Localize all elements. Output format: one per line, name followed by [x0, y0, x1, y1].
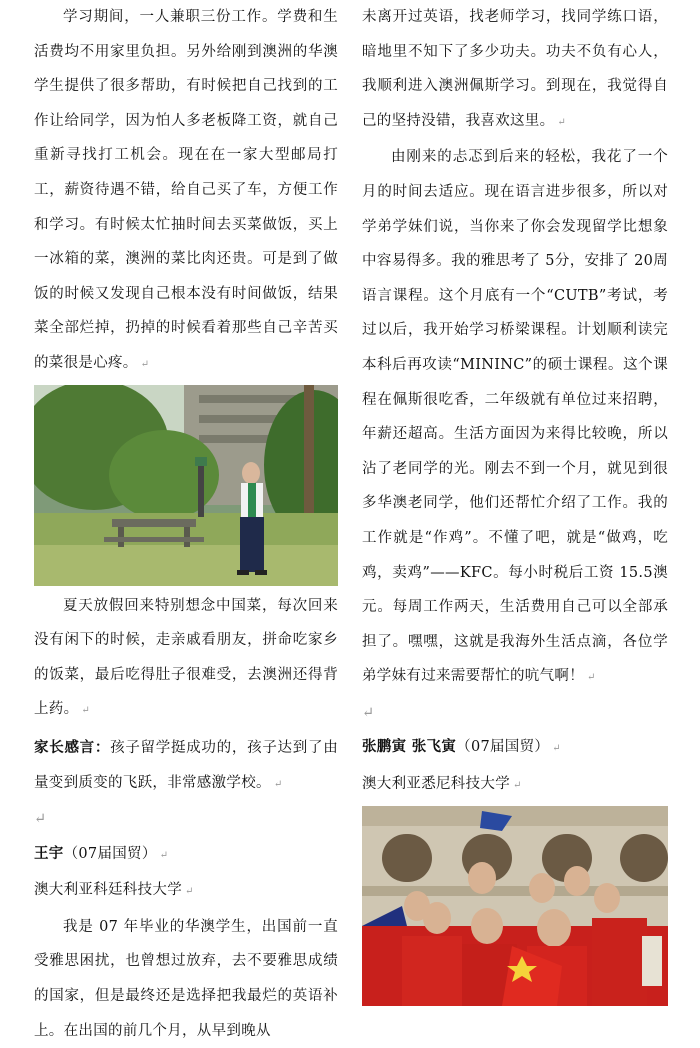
university-uts: 澳大利亚悉尼科技大学 ↵ — [362, 776, 522, 793]
empty-line-mark: ↵ — [362, 704, 375, 721]
right-paragraph-english: 未离开过英语，找老师学习，找同学练口语，暗地里不知下了多少功夫。功夫不负有心人，我顺利进入澳洲佩斯学习。到现在，我觉得自己的坚持没错，我喜欢这里。 ↵ — [362, 9, 668, 129]
group-photo-graphic — [362, 806, 668, 1006]
student-heading-wangyu: 王宇（07届国贸） ↵ — [34, 844, 169, 862]
left-column — [34, 0, 338, 1048]
student-name: 张鹏寅 张飞寅 — [362, 738, 457, 756]
university-curtin: 澳大利亚科廷科技大学 ↵ — [34, 882, 194, 899]
right-paragraph-life: 由刚来的忐忑到后来的轻松，我花了一个月的时间去适应。现在语言进步很多，所以对学弟学妹们说，当你来了你会发现留学比想象中容易得多。我的雅思考了 5分，安排了 20周语言课程。这个月底有一个“CUTB”考试，考过以后，我开始学习桥梁课程。计划顺利读完本科后再攻读“MININC”的硕士课程。这个课程在佩斯很吃香，二年级就有单位过来招聘，年薪还超高。生活方面因为来得比较晚，所以沾了老同学的光。刚去不到一个月，就见到很多华澳老同学，他们还帮忙介绍了工作。我的工作就是“作鸡”。不懂了吧，就是“做鸡，吃鸡，卖鸡”——KFC。每小时税后工资 15.5澳元。每周工作两天，生活费用自己可以全部承担了。嘿嘿，这就是我海外生活点滴，各位学弟学妹有过来需要帮忙的吭气啊！ ↵ — [362, 149, 668, 685]
photo-students-group — [362, 806, 668, 1006]
paragraph-mark: ↵ — [140, 358, 150, 370]
right-column — [362, 0, 668, 1006]
student-class: （07届国贸） — [63, 845, 157, 862]
student-heading-zhang: 张鹏寅 张飞寅（07届国贸） ↵ — [362, 738, 561, 756]
parent-comment: 家长感言：孩子留学挺成功的，孩子达到了由量变到质变的飞跃，非常感激学校。 ↵ — [34, 738, 339, 791]
left-paragraph-summer: 夏天放假回来特别想念中国菜，每次回来没有闲下的时候，走亲戚看朋友，拼命吃家乡的饭菜，最后吃得肚子很难受，去澳洲还得背上药。 ↵ — [34, 597, 338, 718]
student-class: （07届国贸） — [456, 739, 550, 756]
parent-label: 家长感言： — [34, 738, 111, 756]
campus-photo-graphic — [34, 385, 338, 586]
left-paragraph-work: 学习期间，一人兼职三份工作。学费和生活费均不用家里负担。另外给刚到澳洲的华澳学生提供了很多帮助，有时候把自己找到的工作让给同学，因为怕人多老板降工资，就自己重新寻找打工机会。现在在一家大型邮局打工，薪资待遇不错，给自己买了车，方便工作和学习。有时候太忙抽时间去买菜做饭，买上一冰箱的菜，澳洲的菜比肉还贵。可是到了做饭的时候又发现自己根本没有时间做饭，结果菜全部烂掉，扔掉的时候看着那些自己辛苦买的菜很是心疼。 ↵ — [34, 9, 338, 371]
photo-student-campus — [34, 385, 338, 586]
student-name: 王宇 — [34, 844, 64, 862]
empty-line-mark: ↵ — [34, 811, 47, 828]
left-paragraph-ielts: 我是 07 年毕业的华澳学生，出国前一直受雅思困扰，也曾想过放弃，去不要雅思成绩的国家，但是最终还是选择把我最烂的英语补上。在出国的前几个月，从早到晚从 — [34, 918, 338, 1039]
